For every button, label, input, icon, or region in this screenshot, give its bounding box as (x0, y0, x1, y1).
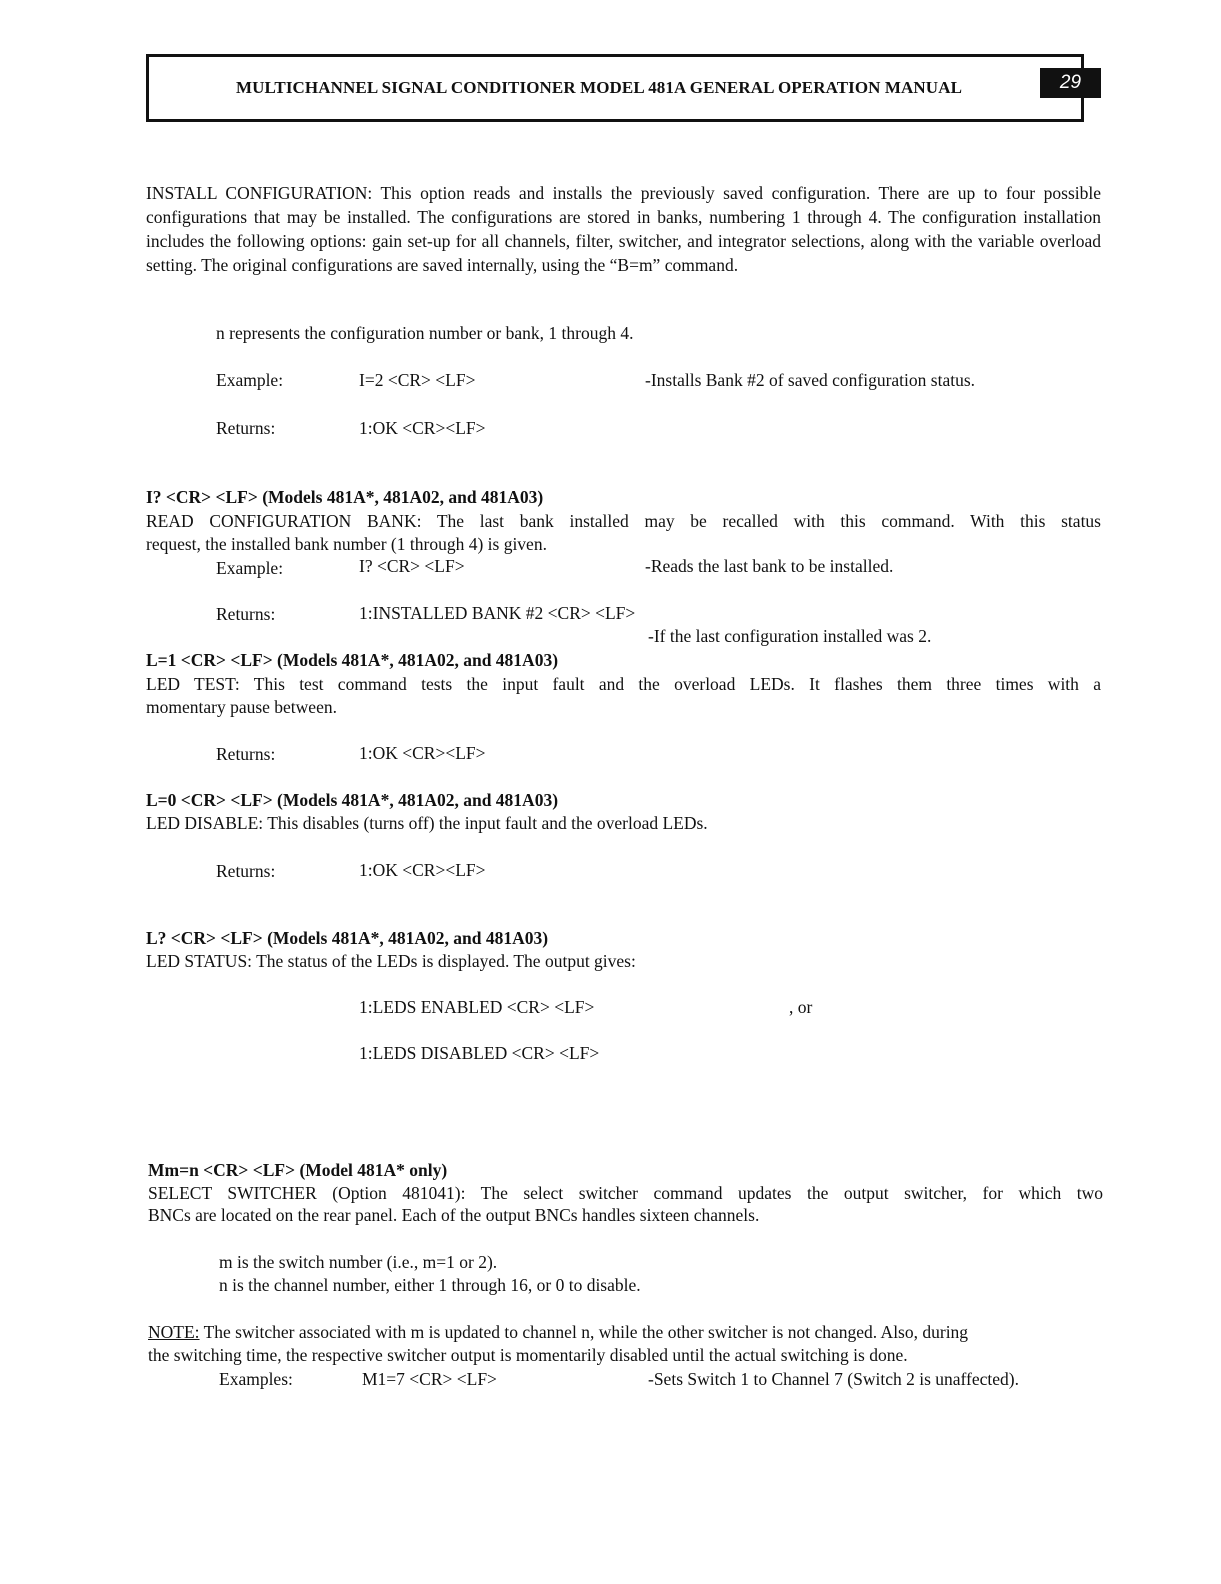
led-status-line1: LED STATUS: The status of the LEDs is displayed. The output gives: (146, 951, 636, 971)
switcher-m-note: m is the switch number (i.e., m=1 or 2). (219, 1252, 498, 1272)
led-test-heading: L=1 <CR> <LF> (Models 481A*, 481A02, and 481A03) (146, 650, 559, 670)
switcher-note-label: NOTE: (148, 1322, 200, 1342)
led-disable-line1: LED DISABLE: This disables (turns off) the input fault and the overload LEDs. (146, 813, 708, 833)
switcher-note-text: The switcher associated with m is updated to channel n, while the other switcher is not changed. Also, during (199, 1322, 969, 1342)
header-title: MULTICHANNEL SIGNAL CONDITIONER MODEL 481A GENERAL OPERATION MANUAL (236, 78, 963, 97)
led-test-line2: momentary pause between. (146, 697, 337, 717)
switcher-note-line2: the switching time, the respective switcher output is momentarily disabled until the actual switching is done. (148, 1345, 908, 1365)
switcher-line1: SELECT SWITCHER (Option 481041): The select switcher command updates the output switcher, for which two (148, 1183, 1103, 1203)
led-status-or: , or (789, 997, 813, 1017)
led-status-heading: L? <CR> <LF> (Models 481A*, 481A02, and 481A03) (146, 928, 549, 948)
led-test-returns-label: Returns: (216, 744, 276, 764)
switcher-examples-label: Examples: (219, 1369, 293, 1389)
read-bank-returns-val: 1:INSTALLED BANK #2 <CR> <LF> (359, 603, 636, 623)
led-status-out2: 1:LEDS DISABLED <CR> <LF> (359, 1043, 600, 1063)
install-returns-val: 1:OK <CR><LF> (359, 418, 486, 438)
led-status-out1: 1:LEDS ENABLED <CR> <LF> (359, 997, 595, 1017)
read-bank-line1: READ CONFIGURATION BANK: The last bank installed may be recalled with this command. With this status (146, 511, 1101, 531)
read-bank-example-desc: -Reads the last bank to be installed. (645, 556, 894, 576)
led-disable-heading: L=0 <CR> <LF> (Models 481A*, 481A02, and 481A03) (146, 790, 559, 810)
page-number-badge: 29 (1040, 68, 1101, 98)
led-disable-returns-label: Returns: (216, 861, 276, 881)
read-bank-heading: I? <CR> <LF> (Models 481A*, 481A02, and 481A03) (146, 487, 544, 507)
install-returns-label: Returns: (216, 418, 276, 438)
install-example-label: Example: (216, 370, 284, 390)
read-bank-example-cmd: I? <CR> <LF> (359, 556, 465, 576)
switcher-line2: BNCs are located on the rear panel. Each of the output BNCs handles sixteen channels. (148, 1205, 760, 1225)
read-bank-returns-label: Returns: (216, 604, 276, 624)
switcher-examples-desc: -Sets Switch 1 to Channel 7 (Switch 2 is unaffected). (648, 1369, 1020, 1389)
read-bank-example-label: Example: (216, 558, 284, 578)
switcher-note-line1 (148, 1322, 968, 1343)
switcher-heading: Mm=n <CR> <LF> (Model 481A* only) (148, 1160, 448, 1180)
led-test-returns-val: 1:OK <CR><LF> (359, 743, 486, 763)
led-test-line1: LED TEST: This test command tests the input fault and the overload LEDs. It flashes them three times with a (146, 674, 1101, 694)
switcher-examples-cmd: M1=7 <CR> <LF> (362, 1369, 497, 1389)
read-bank-returns-desc: -If the last configuration installed was 2. (648, 626, 932, 646)
install-example-cmd: I=2 <CR> <LF> (359, 370, 476, 390)
led-disable-returns-val: 1:OK <CR><LF> (359, 860, 486, 880)
switcher-n-note: n is the channel number, either 1 through 16, or 0 to disable. (219, 1275, 641, 1295)
install-paragraph: INSTALL CONFIGURATION: This option reads and installs the previously saved configuration. There are up to four possible configurations that may be installed. The configurations are stored in banks, numbering 1 through 4. The configuration installation includes the following options: gain set-up for all channels, filter, switcher, and integrator selections, along with the variable overload setting. The original configurations are saved internally, using the “B=m” command. (146, 183, 1101, 275)
install-example-desc: -Installs Bank #2 of saved configuration status. (645, 370, 976, 390)
install-n-note: n represents the configuration number or bank, 1 through 4. (216, 323, 634, 343)
read-bank-line2: request, the installed bank number (1 through 4) is given. (146, 534, 547, 554)
